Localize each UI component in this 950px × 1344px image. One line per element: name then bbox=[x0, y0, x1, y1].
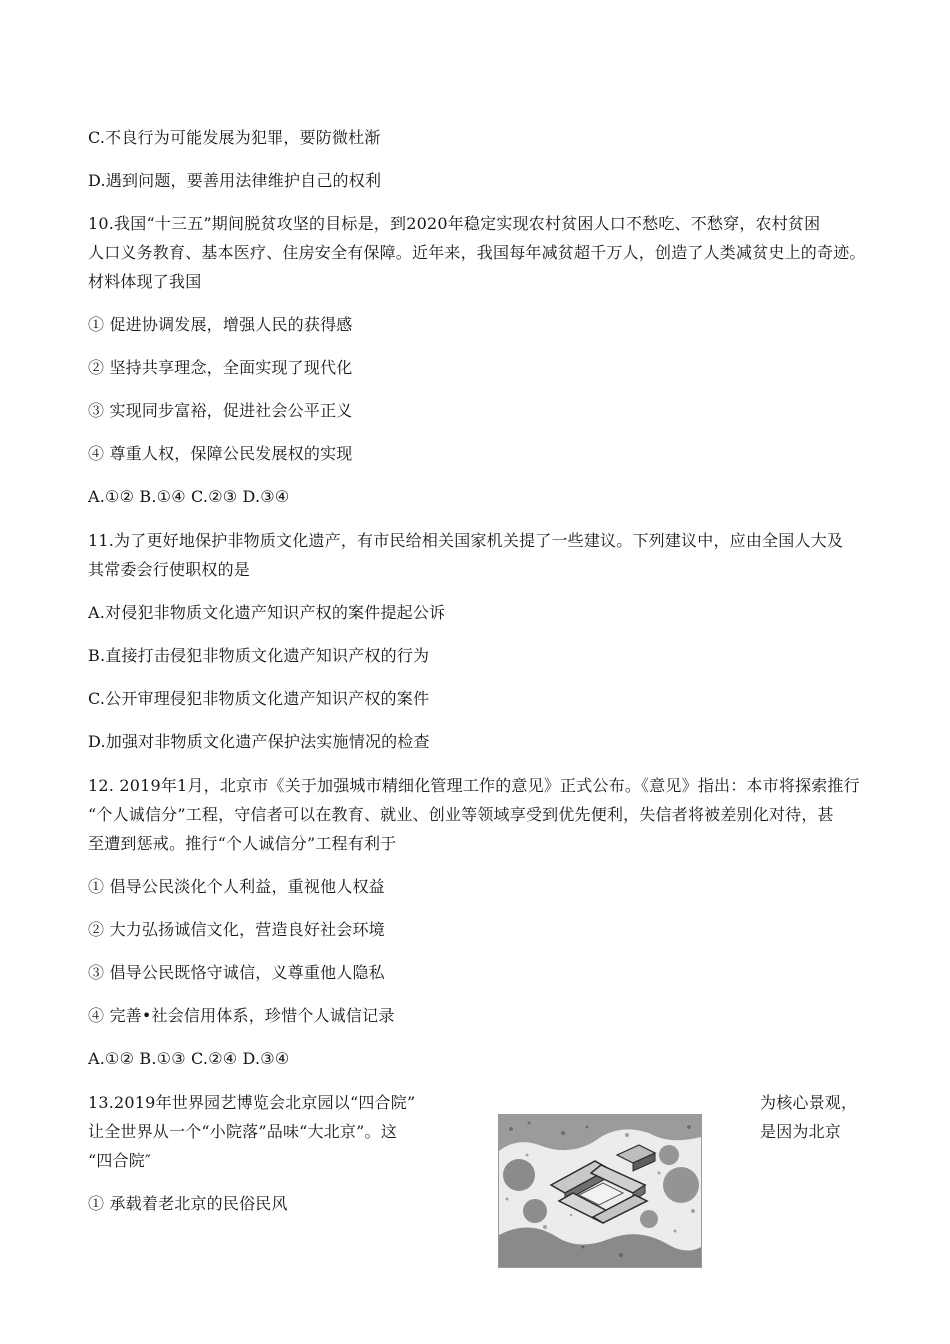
q10-stem-line-1: 10.我国“十三五”期间脱贫攻坚的目标是，到2020年稳定实现农村贫困人口不愁吃、不愁穿，农村贫困 bbox=[88, 214, 821, 233]
q12-stem-line-3: 至遭到惩戒。推行“个人诚信分”工程有利于 bbox=[88, 834, 397, 853]
q10-choices: A.①② B.①④ C.②③ D.③④ bbox=[88, 487, 290, 506]
q10-item-1: ① 促进协调发展，增强人民的获得感 bbox=[88, 315, 353, 334]
q13-stem-right-2: 是因为北京 bbox=[760, 1122, 842, 1141]
q12-item-4: ④ 完善•社会信用体系，珍惜个人诚信记录 bbox=[88, 1006, 395, 1025]
q12-choices: A.①② B.①③ C.②④ D.③④ bbox=[88, 1049, 290, 1068]
q12-item-2: ② 大力弘扬诚信文化，营造良好社会环境 bbox=[88, 920, 385, 939]
q10-item-2: ② 坚持共享理念，全面实现了现代化 bbox=[88, 358, 353, 377]
q13-item-1: ① 承载着老北京的民俗民风 bbox=[88, 1194, 288, 1213]
q10-item-3: ③ 实现同步富裕，促进社会公平正义 bbox=[88, 401, 353, 420]
q11-stem-line-1: 11.为了更好地保护非物质文化遗产，有市民给相关国家机关提了一些建议。下列建议中，应由全国人大及 bbox=[88, 531, 844, 550]
siheyuan-photo bbox=[498, 1114, 702, 1268]
q11-option-a: A.对侵犯非物质文化遗产知识产权的案件提起公诉 bbox=[88, 603, 446, 622]
q9-option-d: D.遇到问题，要善用法律维护自己的权利 bbox=[88, 171, 382, 190]
q11-option-d: D.加强对非物质文化遗产保护法实施情况的检查 bbox=[88, 732, 430, 751]
q10-stem-line-3: 材料体现了我国 bbox=[88, 272, 202, 291]
q13-stem-right-1: 为核心景观， bbox=[760, 1093, 858, 1112]
q12-item-3: ③ 倡导公民既恪守诚信，义尊重他人隐私 bbox=[88, 963, 385, 982]
q12-stem-line-2: “个人诚信分”工程，守信者可以在教育、就业、创业等领域享受到优先便利，失信者将被差别化对待，甚 bbox=[88, 805, 834, 824]
q12-stem-line-1: 12. 2019年1月，北京市《关于加强城市精细化管理工作的意见》正式公布。《意见》指出：本市将探索推行 bbox=[88, 776, 860, 795]
q11-stem-line-2: 其常委会行使职权的是 bbox=[88, 560, 251, 579]
q13-stem-left-3: “四合院″ bbox=[88, 1151, 152, 1170]
q12-item-1: ① 倡导公民淡化个人利益，重视他人权益 bbox=[88, 877, 385, 896]
q11-option-c: C.公开审理侵犯非物质文化遗产知识产权的案件 bbox=[88, 689, 430, 708]
q13-stem-left-2: 让全世界从一个“小院落”品味“大北京”。这 bbox=[88, 1122, 397, 1141]
q13-stem-left-1: 13.2019年世界园艺博览会北京园以“四合院” bbox=[88, 1093, 416, 1112]
q11-option-b: B.直接打击侵犯非物质文化遗产知识产权的行为 bbox=[88, 646, 430, 665]
q9-option-c: C.不良行为可能发展为犯罪，要防微杜渐 bbox=[88, 128, 381, 147]
q10-stem-line-2: 人口义务教育、基本医疗、住房安全有保障。近年来，我国每年减贫超千万人，创造了人类减贫史上的奇迹。 bbox=[88, 243, 866, 262]
q10-item-4: ④ 尊重人权，保障公民发展权的实现 bbox=[88, 444, 353, 463]
